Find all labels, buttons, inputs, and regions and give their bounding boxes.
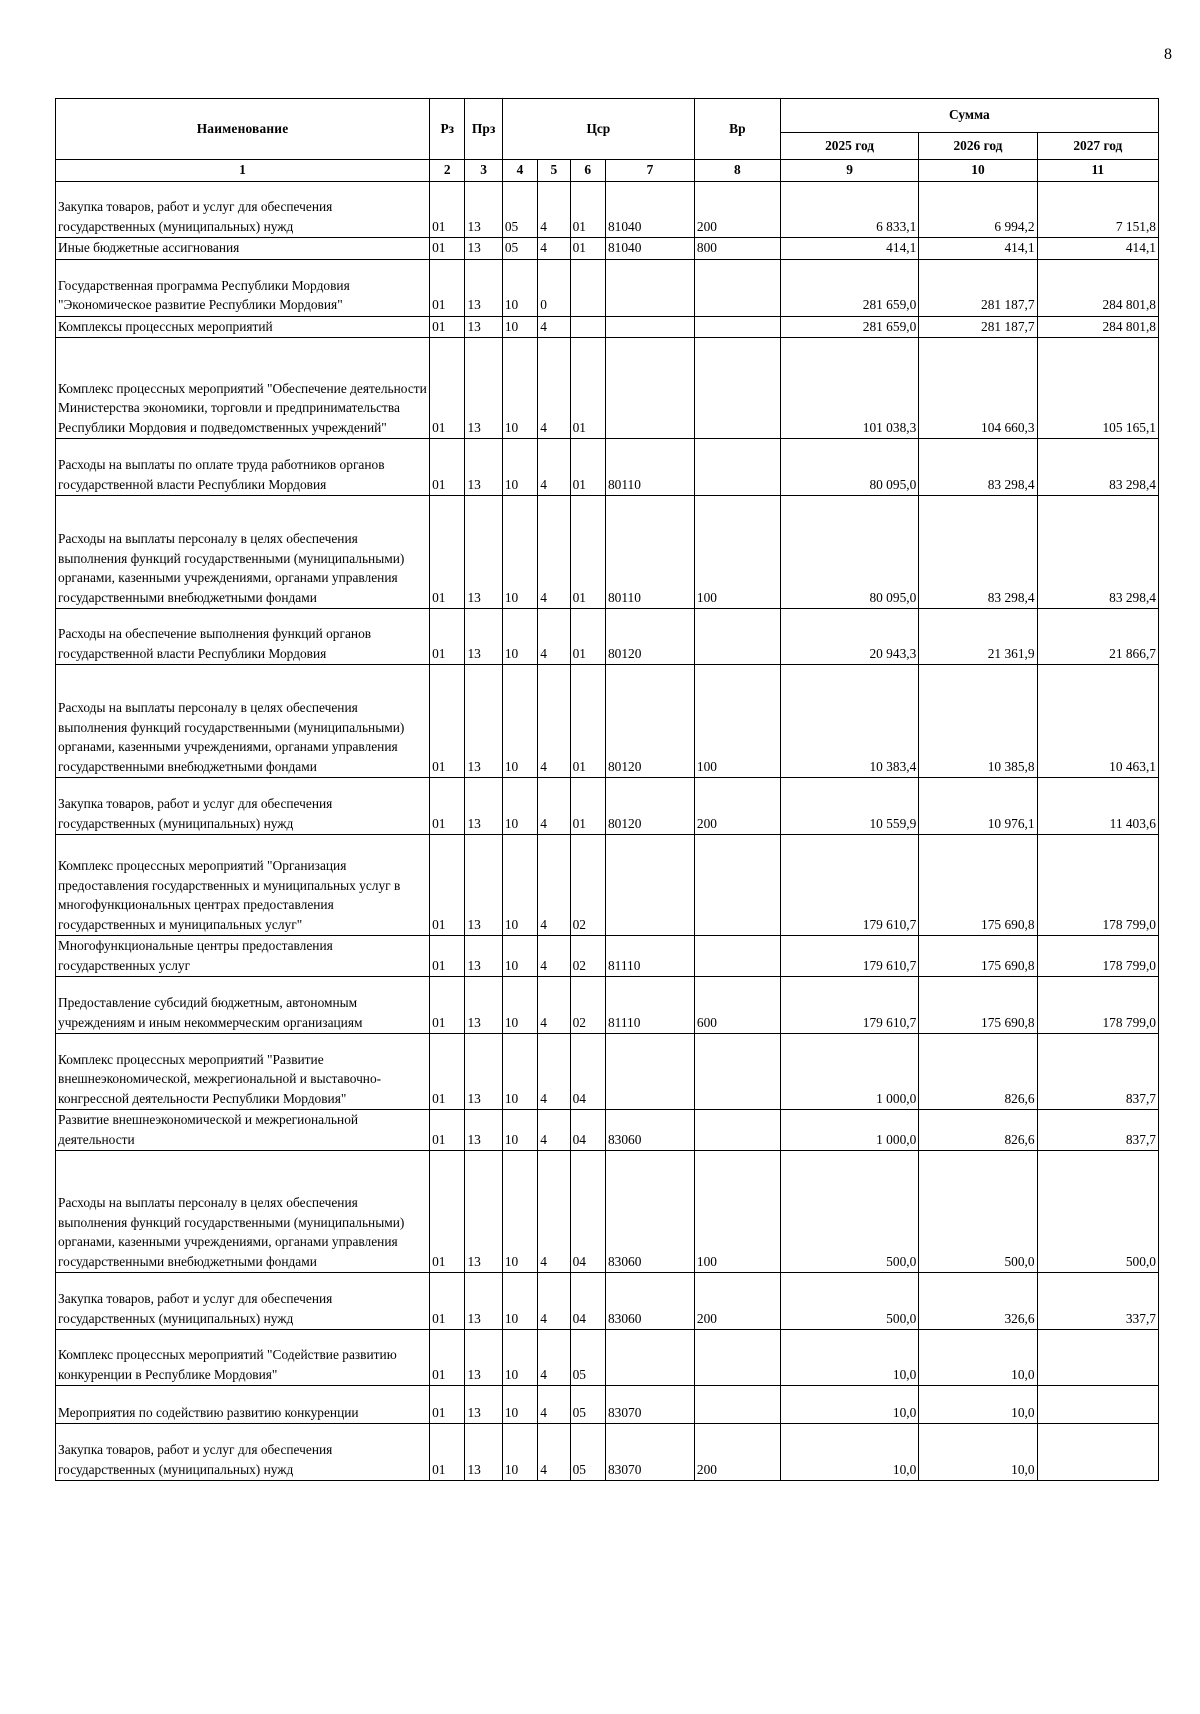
row-csr-5: 4 [538,936,570,977]
column-number: 9 [780,160,919,182]
header-vr: Вр [694,99,780,160]
table-row [56,1386,1159,1424]
row-csr-6 [570,259,605,316]
row-csr-4: 10 [502,665,537,778]
row-csr-5: 4 [538,1386,570,1424]
column-number: 7 [605,160,694,182]
row-sum-2025: 80 095,0 [780,496,919,609]
row-prz: 13 [465,977,502,1034]
row-rz: 01 [430,259,465,316]
row-sum-2026: 21 361,9 [919,609,1037,665]
column-number: 1 [56,160,430,182]
row-prz: 13 [465,1034,502,1110]
row-csr-5: 4 [538,665,570,778]
row-csr-7 [605,338,694,439]
row-rz: 01 [430,665,465,778]
row-sum-2026: 414,1 [919,238,1037,260]
row-sum-2025: 80 095,0 [780,439,919,496]
row-csr-5: 4 [538,835,570,936]
row-sum-2025: 6 833,1 [780,182,919,238]
row-prz: 13 [465,316,502,338]
row-vr: 100 [694,665,780,778]
row-csr-4: 10 [502,1110,537,1151]
row-sum-2027: 284 801,8 [1037,316,1158,338]
table-row [56,936,1159,977]
column-number: 4 [502,160,537,182]
row-sum-2027: 500,0 [1037,1151,1158,1273]
row-name: Предоставление субсидий бюджетным, автономным учреждениям и иным некоммерческим организациям [56,977,430,1034]
row-sum-2025: 500,0 [780,1273,919,1330]
column-number: 6 [570,160,605,182]
row-rz: 01 [430,439,465,496]
row-csr-5: 0 [538,259,570,316]
header-year-2025: 2025 год [780,133,919,160]
row-prz: 13 [465,1151,502,1273]
row-vr [694,439,780,496]
row-prz: 13 [465,609,502,665]
row-csr-6: 04 [570,1034,605,1110]
row-csr-7: 80110 [605,496,694,609]
row-sum-2027: 178 799,0 [1037,835,1158,936]
row-sum-2025: 1 000,0 [780,1034,919,1110]
row-csr-4: 10 [502,835,537,936]
row-prz: 13 [465,338,502,439]
table-row [56,1273,1159,1330]
table-row [56,439,1159,496]
row-name: Закупка товаров, работ и услуг для обеспечения государственных (муниципальных) нужд [56,1273,430,1330]
row-csr-7: 83060 [605,1273,694,1330]
row-name: Закупка товаров, работ и услуг для обеспечения государственных (муниципальных) нужд [56,182,430,238]
row-sum-2026: 175 690,8 [919,936,1037,977]
table-row [56,259,1159,316]
row-prz: 13 [465,1330,502,1386]
row-sum-2027: 178 799,0 [1037,936,1158,977]
row-vr: 200 [694,1424,780,1481]
row-name: Иные бюджетные ассигнования [56,238,430,260]
row-rz: 01 [430,1386,465,1424]
row-csr-5: 4 [538,439,570,496]
row-csr-6: 04 [570,1273,605,1330]
row-csr-4: 10 [502,936,537,977]
row-prz: 13 [465,1386,502,1424]
header-sum: Сумма [780,99,1158,133]
row-vr [694,1034,780,1110]
row-rz: 01 [430,609,465,665]
row-prz: 13 [465,238,502,260]
row-vr [694,835,780,936]
row-csr-7: 80120 [605,665,694,778]
row-csr-7: 81110 [605,977,694,1034]
row-csr-5: 4 [538,1273,570,1330]
row-csr-6: 01 [570,496,605,609]
table-row [56,835,1159,936]
row-vr: 800 [694,238,780,260]
row-name: Многофункциональные центры предоставления государственных услуг [56,936,430,977]
row-sum-2026: 10 976,1 [919,778,1037,835]
row-sum-2025: 10 559,9 [780,778,919,835]
row-name: Расходы на выплаты персоналу в целях обеспечения выполнения функций государственными (муниципальными) органами, казенными учреждениями, органами управления государственными внебюджетными фондами [56,1151,430,1273]
row-csr-5: 4 [538,338,570,439]
row-csr-4: 10 [502,977,537,1034]
row-name: Расходы на выплаты персоналу в целях обеспечения выполнения функций государственными (муниципальными) органами, казенными учреждениями, органами управления государственными внебюджетными фондами [56,665,430,778]
row-sum-2027: 105 165,1 [1037,338,1158,439]
row-csr-5: 4 [538,182,570,238]
row-rz: 01 [430,496,465,609]
row-sum-2026: 10,0 [919,1424,1037,1481]
row-vr: 200 [694,182,780,238]
row-sum-2025: 179 610,7 [780,936,919,977]
column-number-row [56,160,1159,182]
row-csr-5: 4 [538,977,570,1034]
column-number: 11 [1037,160,1158,182]
row-csr-6: 01 [570,238,605,260]
row-sum-2027: 837,7 [1037,1034,1158,1110]
row-rz: 01 [430,1330,465,1386]
row-sum-2025: 179 610,7 [780,977,919,1034]
row-csr-4: 05 [502,182,537,238]
row-sum-2027: 11 403,6 [1037,778,1158,835]
row-rz: 01 [430,778,465,835]
row-csr-7: 80120 [605,609,694,665]
row-csr-4: 10 [502,259,537,316]
row-rz: 01 [430,936,465,977]
column-number: 8 [694,160,780,182]
row-rz: 01 [430,182,465,238]
header-year-2027: 2027 год [1037,133,1158,160]
row-name: Расходы на выплаты по оплате труда работников органов государственной власти Республики Мордовия [56,439,430,496]
row-csr-6: 04 [570,1110,605,1151]
row-csr-4: 10 [502,1330,537,1386]
row-csr-4: 10 [502,778,537,835]
row-csr-4: 10 [502,338,537,439]
header-prz: Прз [465,99,502,160]
row-csr-6: 05 [570,1386,605,1424]
row-sum-2025: 10,0 [780,1424,919,1481]
row-csr-4: 10 [502,609,537,665]
row-vr: 100 [694,496,780,609]
row-rz: 01 [430,977,465,1034]
table-row [56,496,1159,609]
row-csr-4: 10 [502,1151,537,1273]
row-sum-2026: 10,0 [919,1386,1037,1424]
row-vr [694,609,780,665]
row-csr-7 [605,835,694,936]
row-prz: 13 [465,1110,502,1151]
row-csr-7: 80120 [605,778,694,835]
row-vr [694,1386,780,1424]
row-sum-2025: 10,0 [780,1330,919,1386]
row-csr-5: 4 [538,609,570,665]
column-number: 5 [538,160,570,182]
row-prz: 13 [465,182,502,238]
row-sum-2026: 175 690,8 [919,977,1037,1034]
row-csr-6: 01 [570,778,605,835]
row-name: Комплекс процессных мероприятий "Обеспечение деятельности Министерства экономики, торговли и предпринимательства Республики Мордовия и подведомственных учреждений" [56,338,430,439]
table-row [56,778,1159,835]
row-prz: 13 [465,835,502,936]
row-sum-2027 [1037,1330,1158,1386]
row-sum-2025: 20 943,3 [780,609,919,665]
row-vr [694,259,780,316]
row-csr-5: 4 [538,496,570,609]
row-csr-6: 02 [570,936,605,977]
row-csr-7: 81040 [605,238,694,260]
row-prz: 13 [465,936,502,977]
table-body [56,182,1159,1481]
row-sum-2026: 175 690,8 [919,835,1037,936]
row-csr-6: 01 [570,182,605,238]
row-sum-2026: 10,0 [919,1330,1037,1386]
table-row [56,1151,1159,1273]
row-rz: 01 [430,1110,465,1151]
row-csr-7: 81110 [605,936,694,977]
row-sum-2026: 826,6 [919,1110,1037,1151]
row-csr-6: 01 [570,338,605,439]
row-sum-2025: 179 610,7 [780,835,919,936]
table-row [56,1110,1159,1151]
table-row [56,665,1159,778]
row-csr-7: 83070 [605,1386,694,1424]
row-csr-5: 4 [538,238,570,260]
row-csr-6: 05 [570,1424,605,1481]
row-prz: 13 [465,665,502,778]
row-csr-4: 10 [502,1034,537,1110]
row-csr-7 [605,1034,694,1110]
row-sum-2026: 281 187,7 [919,316,1037,338]
row-vr [694,1110,780,1151]
row-rz: 01 [430,1273,465,1330]
row-name: Развитие внешнеэкономической и межрегиональной деятельности [56,1110,430,1151]
row-csr-4: 10 [502,1424,537,1481]
row-name: Мероприятия по содействию развитию конкуренции [56,1386,430,1424]
row-csr-7 [605,1330,694,1386]
row-sum-2025: 10,0 [780,1386,919,1424]
row-csr-4: 10 [502,1386,537,1424]
row-sum-2026: 326,6 [919,1273,1037,1330]
row-csr-7: 83060 [605,1151,694,1273]
row-rz: 01 [430,316,465,338]
row-prz: 13 [465,1273,502,1330]
row-sum-2027 [1037,1386,1158,1424]
row-sum-2026: 83 298,4 [919,439,1037,496]
row-csr-6: 01 [570,609,605,665]
row-sum-2026: 826,6 [919,1034,1037,1110]
row-name: Закупка товаров, работ и услуг для обеспечения государственных (муниципальных) нужд [56,778,430,835]
row-sum-2025: 281 659,0 [780,316,919,338]
row-csr-4: 10 [502,439,537,496]
row-csr-7: 80110 [605,439,694,496]
page-number: 8 [1164,46,1172,63]
row-csr-6: 01 [570,665,605,778]
row-vr: 600 [694,977,780,1034]
row-sum-2026: 500,0 [919,1151,1037,1273]
table-row [56,238,1159,260]
row-name: Государственная программа Республики Мордовия "Экономическое развитие Республики Мордовия" [56,259,430,316]
row-prz: 13 [465,496,502,609]
budget-table [55,98,1159,1481]
row-csr-7 [605,259,694,316]
row-csr-5: 4 [538,1110,570,1151]
row-prz: 13 [465,1424,502,1481]
row-sum-2027: 83 298,4 [1037,496,1158,609]
row-rz: 01 [430,238,465,260]
table-row [56,609,1159,665]
row-sum-2027 [1037,1424,1158,1481]
row-vr: 200 [694,778,780,835]
row-csr-7: 81040 [605,182,694,238]
row-csr-5: 4 [538,778,570,835]
row-csr-5: 4 [538,1034,570,1110]
row-sum-2027: 21 866,7 [1037,609,1158,665]
row-vr [694,936,780,977]
header-name: Наименование [56,99,430,160]
row-rz: 01 [430,835,465,936]
row-csr-6: 04 [570,1151,605,1273]
row-sum-2027: 178 799,0 [1037,977,1158,1034]
row-csr-6: 05 [570,1330,605,1386]
row-name: Расходы на выплаты персоналу в целях обеспечения выполнения функций государственными (муниципальными) органами, казенными учреждениями, органами управления государственными внебюджетными фондами [56,496,430,609]
row-vr: 200 [694,1273,780,1330]
row-sum-2025: 281 659,0 [780,259,919,316]
table-row [56,316,1159,338]
row-csr-4: 10 [502,316,537,338]
column-number: 3 [465,160,502,182]
row-rz: 01 [430,338,465,439]
row-name: Закупка товаров, работ и услуг для обеспечения государственных (муниципальных) нужд [56,1424,430,1481]
row-sum-2026: 10 385,8 [919,665,1037,778]
column-number: 10 [919,160,1037,182]
row-sum-2027: 337,7 [1037,1273,1158,1330]
row-csr-4: 10 [502,496,537,609]
row-rz: 01 [430,1424,465,1481]
header-year-2026: 2026 год [919,133,1037,160]
row-sum-2025: 10 383,4 [780,665,919,778]
row-sum-2027: 7 151,8 [1037,182,1158,238]
row-csr-6: 02 [570,977,605,1034]
row-prz: 13 [465,778,502,835]
header-rz: Рз [430,99,465,160]
row-csr-6 [570,316,605,338]
row-csr-7 [605,316,694,338]
row-csr-7: 83060 [605,1110,694,1151]
row-vr [694,1330,780,1386]
row-sum-2027: 10 463,1 [1037,665,1158,778]
row-csr-5: 4 [538,1151,570,1273]
row-csr-5: 4 [538,1424,570,1481]
row-rz: 01 [430,1034,465,1110]
row-sum-2027: 83 298,4 [1037,439,1158,496]
row-csr-4: 10 [502,1273,537,1330]
row-csr-6: 02 [570,835,605,936]
row-csr-7: 83070 [605,1424,694,1481]
row-name: Комплекс процессных мероприятий "Организация предоставления государственных и муниципальных услуг в многофункциональных центрах предоставления государственных и муниципальных услуг" [56,835,430,936]
row-prz: 13 [465,259,502,316]
table-row [56,1330,1159,1386]
row-vr [694,338,780,439]
row-sum-2025: 500,0 [780,1151,919,1273]
row-sum-2026: 281 187,7 [919,259,1037,316]
column-number: 2 [430,160,465,182]
row-name: Комплекс процессных мероприятий "Развитие внешнеэкономической, межрегиональной и выставочно-конгрессной деятельности Республики Мордовия" [56,1034,430,1110]
row-sum-2025: 414,1 [780,238,919,260]
table-row [56,977,1159,1034]
row-sum-2026: 6 994,2 [919,182,1037,238]
table-row [56,1424,1159,1481]
row-csr-6: 01 [570,439,605,496]
row-prz: 13 [465,439,502,496]
row-csr-5: 4 [538,316,570,338]
header-csr: Цср [502,99,694,160]
table-row [56,182,1159,238]
row-name: Расходы на обеспечение выполнения функций органов государственной власти Республики Мордовия [56,609,430,665]
row-sum-2026: 104 660,3 [919,338,1037,439]
row-sum-2025: 1 000,0 [780,1110,919,1151]
row-sum-2027: 284 801,8 [1037,259,1158,316]
row-sum-2025: 101 038,3 [780,338,919,439]
row-name: Комплекс процессных мероприятий "Содействие развитию конкуренции в Республике Мордовия" [56,1330,430,1386]
row-csr-5: 4 [538,1330,570,1386]
row-sum-2027: 414,1 [1037,238,1158,260]
row-sum-2027: 837,7 [1037,1110,1158,1151]
table-row [56,338,1159,439]
row-rz: 01 [430,1151,465,1273]
row-sum-2026: 83 298,4 [919,496,1037,609]
table-row [56,1034,1159,1110]
row-name: Комплексы процессных мероприятий [56,316,430,338]
row-vr: 100 [694,1151,780,1273]
row-vr [694,316,780,338]
row-csr-4: 05 [502,238,537,260]
